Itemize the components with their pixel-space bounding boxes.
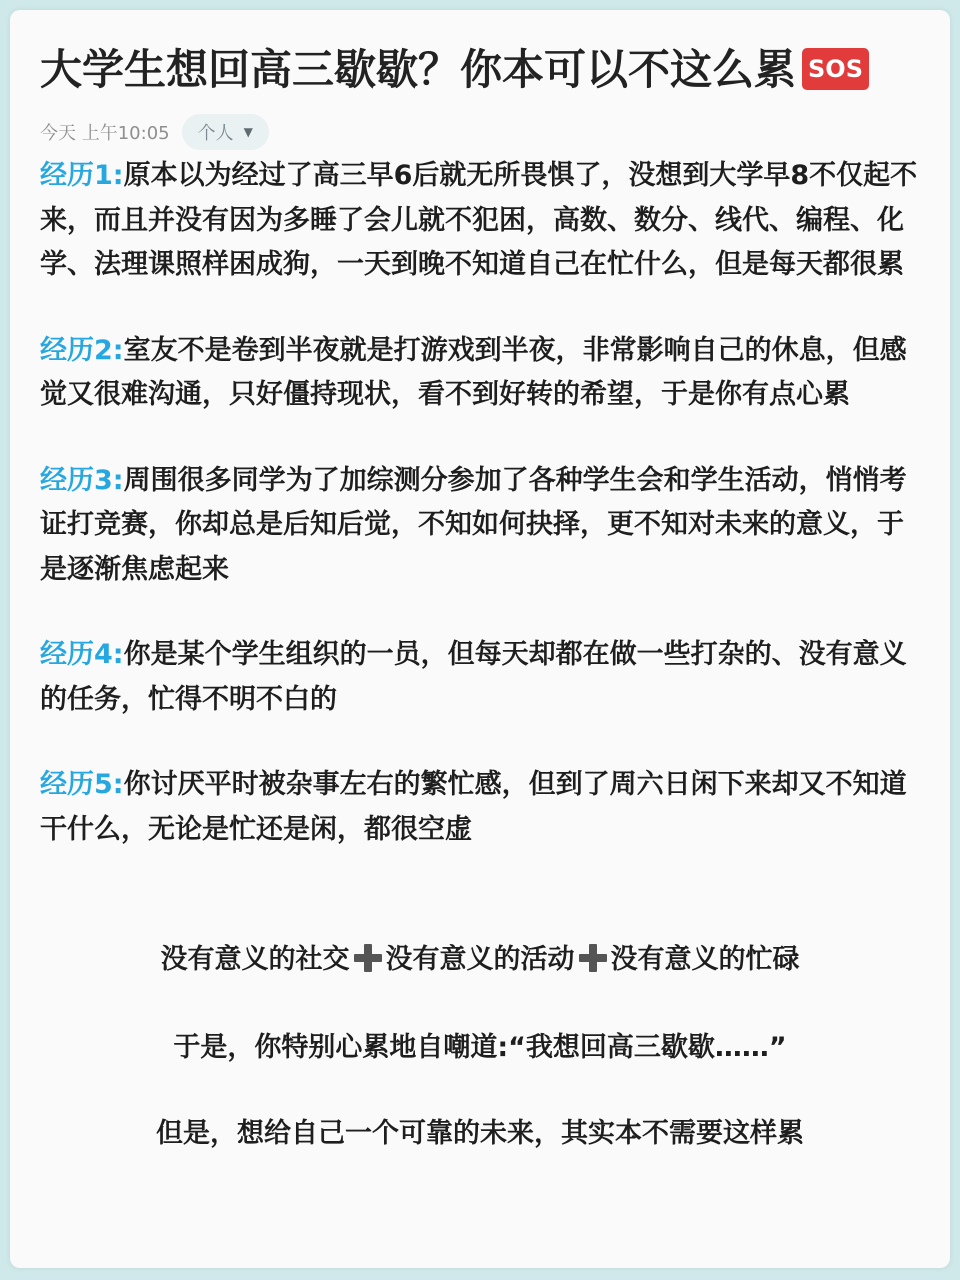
experience-item bbox=[40, 459, 930, 593]
heavy-plus-icon bbox=[354, 944, 382, 972]
experience-text: 室友不是卷到半夜就是打游戏到半夜，非常影响自己的休息，但感觉又很难沟通，只好僵持现状，看不到好转的希望，于是你有点心累 bbox=[40, 334, 907, 410]
experience-label: 经历3: bbox=[40, 464, 124, 496]
conclusion-line: 但是，想给自己一个可靠的未来，其实本不需要这样累 bbox=[156, 1118, 804, 1149]
experience-label: 经历2: bbox=[40, 334, 124, 366]
experience-item bbox=[40, 763, 930, 852]
experience-text: 你是某个学生组织的一员，但每天却都在做一些打杂的、没有意义的任务，忙得不明不白的 bbox=[40, 639, 907, 715]
title-text: 大学生想回高三歇歇？你本可以不这么累 bbox=[40, 45, 797, 94]
post-meta bbox=[40, 114, 269, 150]
page-title bbox=[40, 42, 930, 98]
experience-list bbox=[40, 154, 930, 852]
experience-item bbox=[40, 154, 930, 288]
experience-label: 经历5: bbox=[40, 769, 124, 800]
summary-part: 没有意义的社交 bbox=[160, 944, 350, 975]
self-mock-line: 于是，你特别心累地自嘲道:“我想回高三歇歇……” bbox=[173, 1032, 787, 1063]
summary-part: 没有意义的活动 bbox=[385, 944, 575, 975]
experience-item bbox=[40, 633, 930, 722]
experience-label: 经历4: bbox=[40, 639, 124, 670]
visibility-label: 个人 bbox=[197, 123, 234, 144]
summary-line bbox=[10, 937, 950, 976]
heavy-plus-icon bbox=[579, 944, 607, 972]
experience-label: 经历1: bbox=[40, 160, 124, 191]
note-page bbox=[10, 10, 950, 1268]
timestamp: 今天 上午10:05 bbox=[40, 123, 170, 144]
experience-item bbox=[40, 329, 930, 418]
experience-text: 周围很多同学为了加综测分参加了各种学生会和学生活动，悄悄考证打竞赛，你却总是后知后觉，不知如何抉择，更不知对未来的意义，于是逐渐焦虑起来 bbox=[40, 464, 907, 585]
experience-text: 你讨厌平时被杂事左右的繁忙感，但到了周六日闲下来却又不知道干什么，无论是忙还是闲，都很空虚 bbox=[40, 769, 907, 845]
experience-text: 原本以为经过了高三早6后就无所畏惧了，没想到大学早8不仅起不来，而且并没有因为多睡了会儿就不犯困，高数、数分、线代、编程、化学、法理课照样困成狗，一天到晚不知道自己在忙什么，但是每天都很累 bbox=[40, 160, 918, 280]
caret-down-icon: ▼ bbox=[243, 125, 253, 139]
visibility-dropdown[interactable] bbox=[182, 114, 269, 150]
sos-icon: SOS bbox=[802, 48, 869, 90]
summary-part: 没有意义的忙碌 bbox=[610, 944, 800, 975]
